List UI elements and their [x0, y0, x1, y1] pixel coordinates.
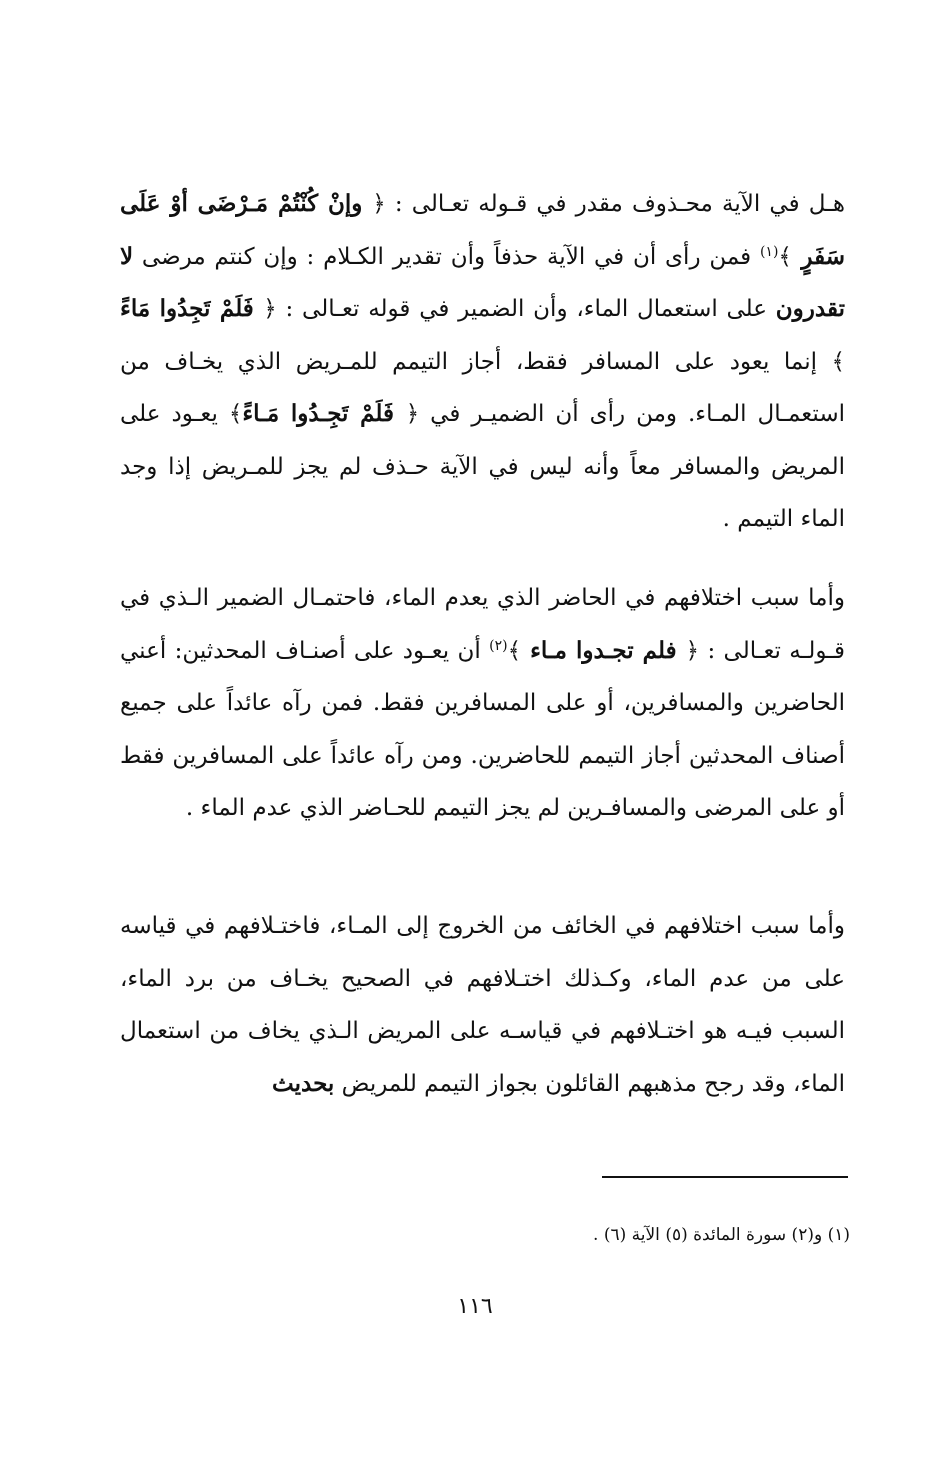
text-segment: فمن رأى أن في الآية حذفاً وأن تقدير الكـلام : وإن كنتم مرضى	[133, 243, 760, 270]
text-segment: أن يعـود على أصنـاف المحدثين: أعني الحاضرين والمسافرين، أو على المسافرين فقط. فمن رآه عائداً على جميع أصناف المحدثين أجاز التيمم للحاضرين. ومن رآه عائداً على المسافرين فقط أو على المرضى والمسافـرين لم يجز التيمم للحـاضر الذي عدم الماء .	[120, 637, 845, 821]
ornate-bracket: ﴾	[507, 637, 522, 664]
ornate-bracket: ﴾	[228, 401, 243, 427]
footnote-separator	[602, 1176, 848, 1178]
footnote: (١) و(٢) سورة المائدة (٥) الآية (٦) .	[593, 1225, 850, 1245]
ornate-bracket: ﴿	[372, 191, 386, 217]
quran-verse: فَلَمْ تَجِدُوا مَاءً	[120, 295, 264, 322]
ornate-bracket: ﴿	[405, 401, 420, 427]
quran-verse: وإنْ كُنْتُمْ مَـرْضَى أوْ عَلَى سَفَرٍ	[120, 190, 845, 270]
quran-verse: فلم تجـدوا مـاء	[521, 636, 686, 664]
text-segment: وأما سبب اختلافهم في الحاضر الذي يعدم الماء، فاحتمـال الضمير الـذي في قـولـه تعـالى :	[120, 585, 845, 664]
emphasized-text: لا تقدرون	[120, 242, 845, 322]
page-number: ١١٦	[457, 1294, 493, 1319]
text-segment: إنما يعود على المسافر فقط، أجاز التيمم للمـريض الذي يخـاف من استعمـال المـاء. ومن رأى أن الضميـر في	[120, 348, 845, 427]
footnote-reference: (٢)	[489, 637, 508, 654]
ornate-bracket: ﴿	[685, 637, 700, 664]
paragraph-3	[120, 900, 845, 1110]
ornate-bracket: ﴾	[778, 243, 792, 270]
text-segment: وأما سبب اختلافهم في الخائف من الخروج إلى المـاء، فاختـلافهم في قياسه على من عدم الماء، وكـذلك اختـلافهم في الصحيح يخـاف من برد الماء، السبب فيـه هو اختـلافهم في قياسـه على المريض الـذي يخاف من استعمال الماء، وقد رجح مذهبهم القائلون بجواز التيمم للمريض	[120, 913, 845, 1097]
emphasized-text: بحديث	[272, 1069, 335, 1097]
text-segment: على استعمال الماء، وأن الضمير في قوله تعـالى :	[276, 296, 776, 322]
footnote-reference: (١)	[759, 243, 779, 260]
ornate-bracket: ﴿	[263, 296, 277, 322]
ornate-bracket: ﴾	[831, 348, 845, 375]
text-segment: يعـود على المريض والمسافر معاً وأنه ليس في الآية حـذف لم يجز للمـريض إذا وجد الماء التيمم .	[120, 401, 845, 532]
paragraph-2	[120, 572, 845, 835]
text-segment: هـل في الآية محـذوف مقدر في قـوله تعـالى :	[385, 191, 845, 217]
quran-verse: فَلَمْ تَجِـدُوا مَـاءً	[242, 400, 406, 427]
paragraph-1	[120, 178, 845, 546]
